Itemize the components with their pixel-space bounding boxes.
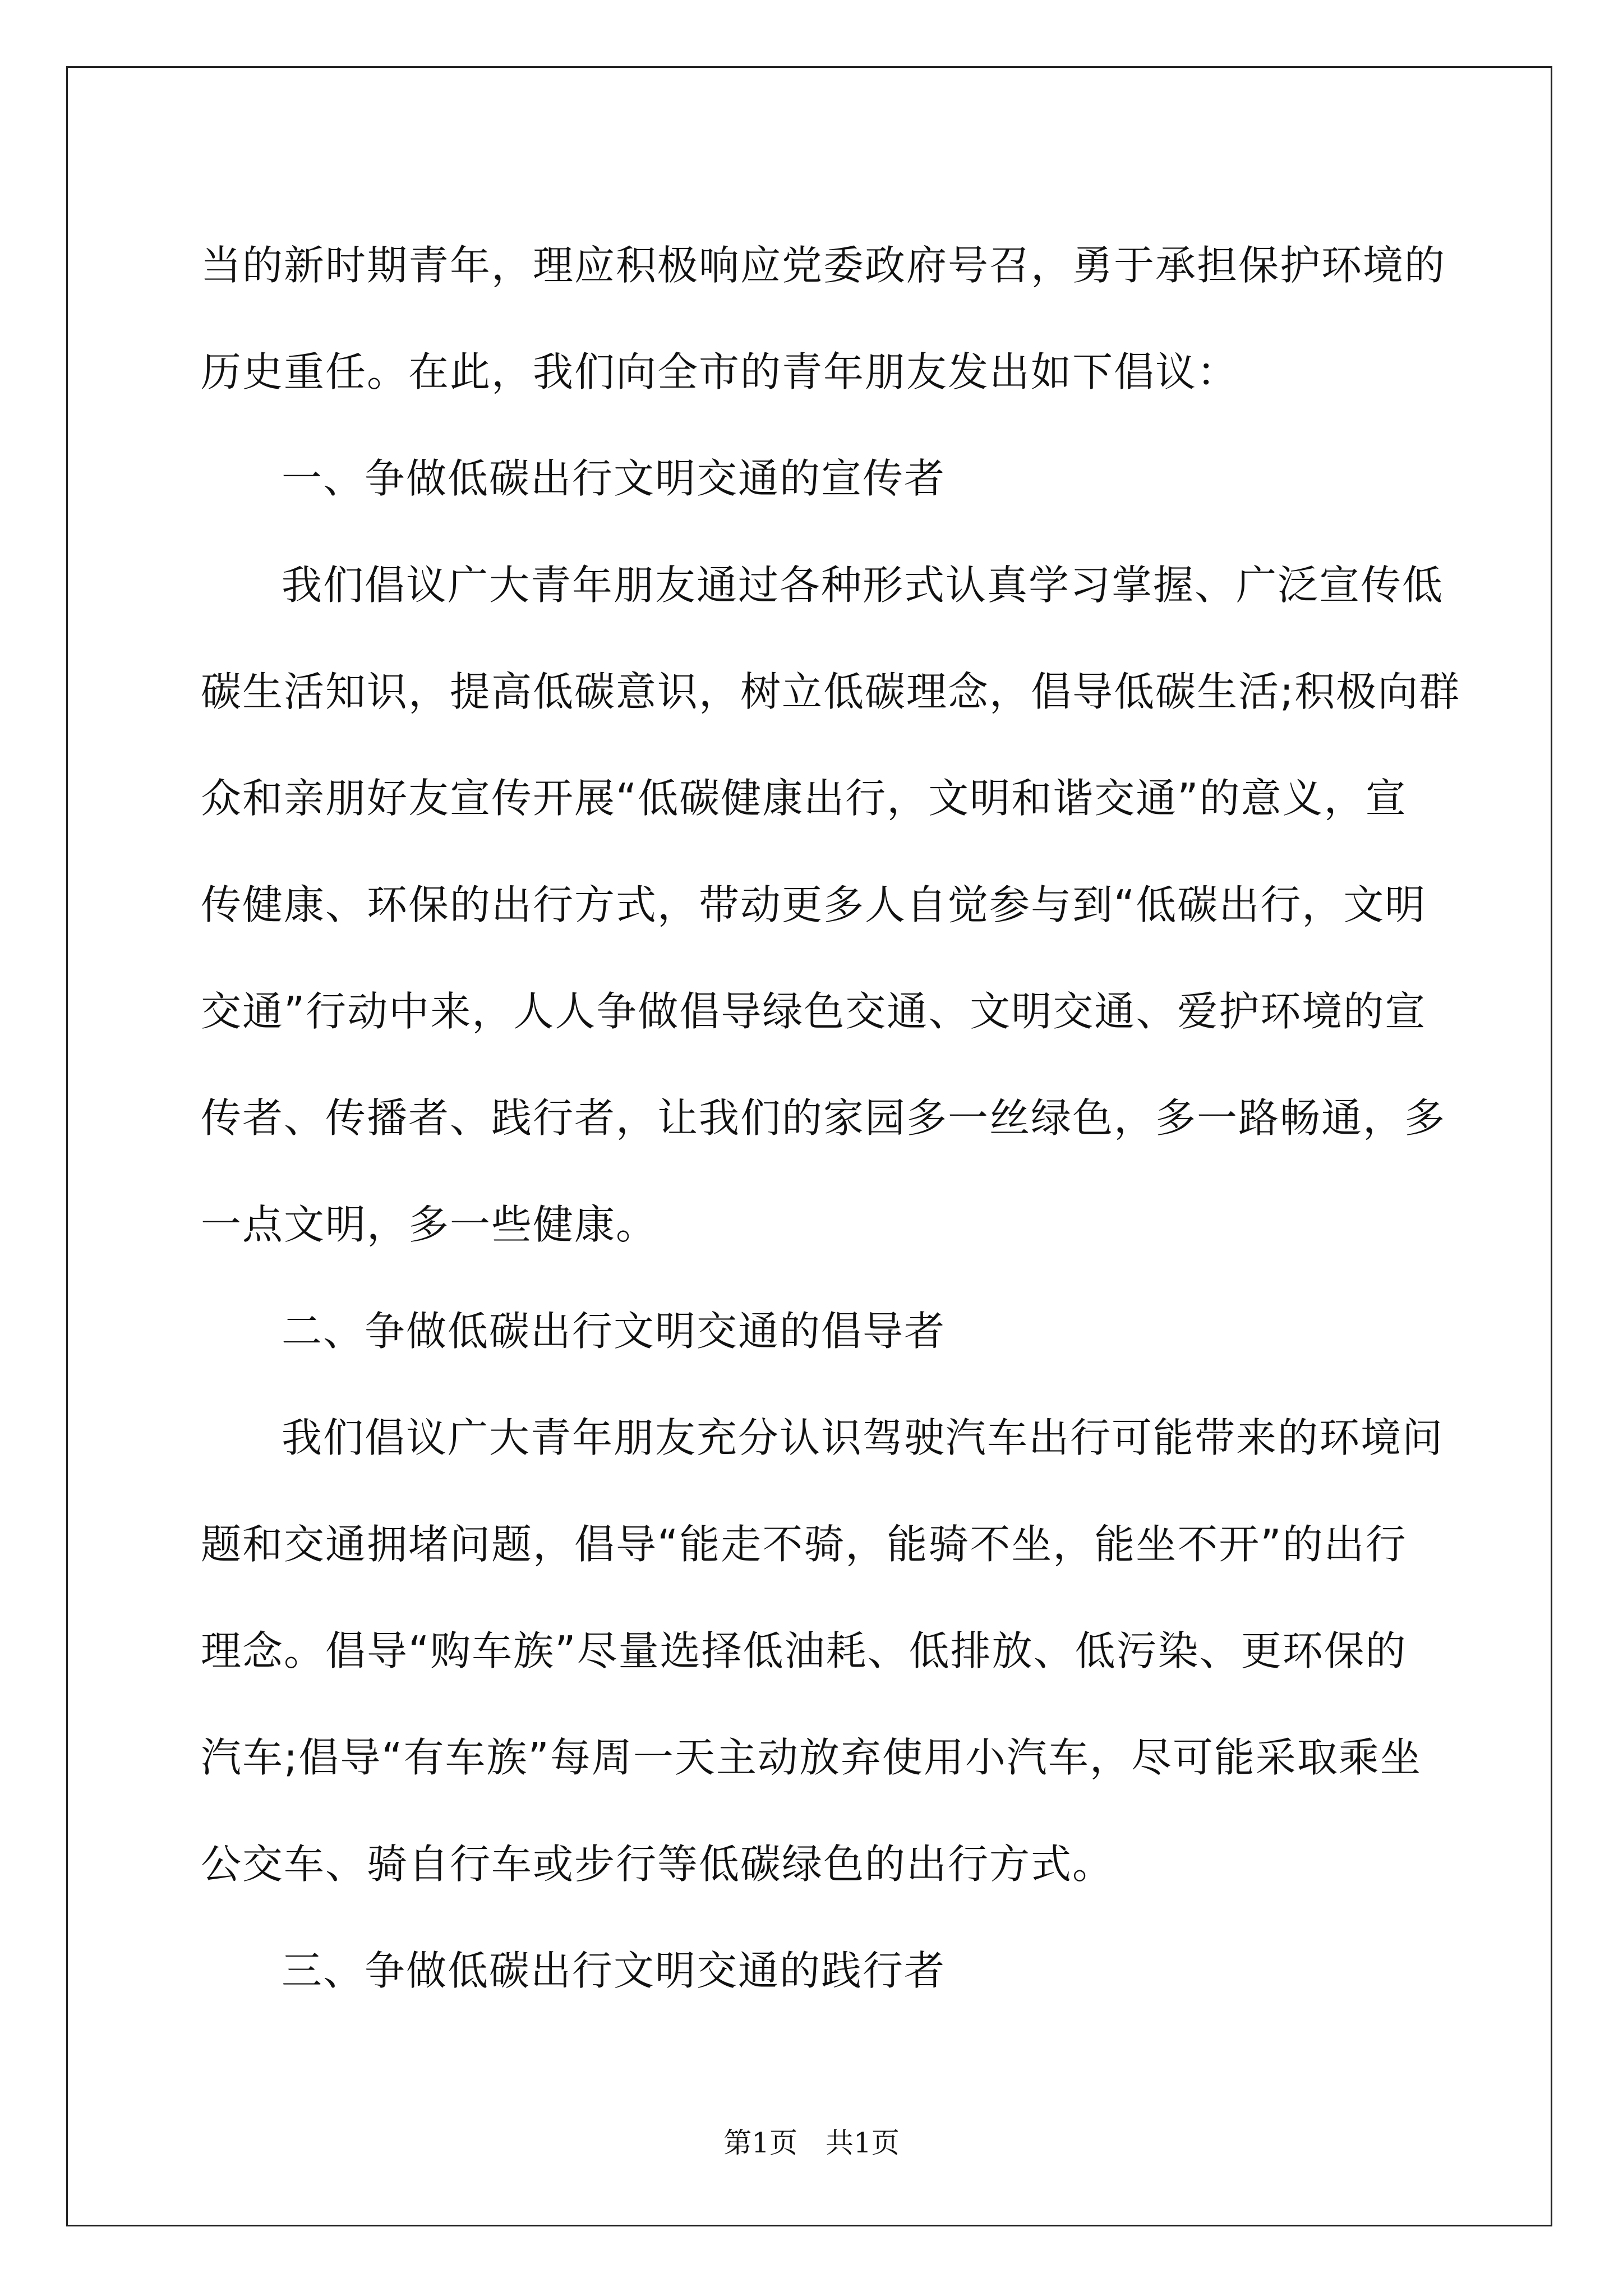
document-body [201, 212, 1461, 2024]
text-line: 交通”行动中来，人人争做倡导绿色交通、文明交通、爱护环境的宣 [201, 988, 1427, 1035]
text-line: 题和交通拥堵问题，倡导“能走不骑，能骑不坐，能坐不开”的出行 [201, 1521, 1407, 1568]
text-line: 我们倡议广大青年朋友充分认识驾驶汽车出行可能带来的环境问 [282, 1414, 1444, 1461]
text-line: 理念。倡导“购车族”尽量选择低油耗、低排放、低污染、更环保的 [201, 1627, 1407, 1674]
text-line: 一点文明，多一些健康。 [201, 1201, 658, 1248]
section-heading: 三、争做低碳出行文明交通的践行者 [282, 1947, 946, 1994]
text-line: 当的新时期青年，理应积极响应党委政府号召，勇于承担保护环境的 [201, 242, 1446, 289]
text-line: 碳生活知识，提高低碳意识，树立低碳理念，倡导低碳生活;积极向群 [201, 668, 1461, 715]
section-heading: 一、争做低碳出行文明交通的宣传者 [282, 455, 946, 502]
text-line: 公交车、骑自行车或步行等低碳绿色的出行方式。 [201, 1841, 1114, 1888]
text-line: 众和亲朋好友宣传开展“低碳健康出行，文明和谐交通”的意义，宣 [201, 775, 1407, 822]
text-line: 我们倡议广大青年朋友通过各种形式认真学习掌握、广泛宣传低 [282, 562, 1444, 609]
text-line: 传健康、环保的出行方式，带动更多人自觉参与到“低碳出行，文明 [201, 881, 1427, 928]
page-number: 第1页 共1页 [723, 2127, 900, 2159]
section-heading: 二、争做低碳出行文明交通的倡导者 [282, 1308, 946, 1355]
text-line: 传者、传播者、践行者，让我们的家园多一丝绿色，多一路畅通，多 [201, 1094, 1446, 1142]
text-line: 汽车;倡导“有车族”每周一天主动放弃使用小汽车，尽可能采取乘坐 [201, 1734, 1422, 1781]
text-line: 历史重任。在此，我们向全市的青年朋友发出如下倡议： [201, 348, 1239, 395]
